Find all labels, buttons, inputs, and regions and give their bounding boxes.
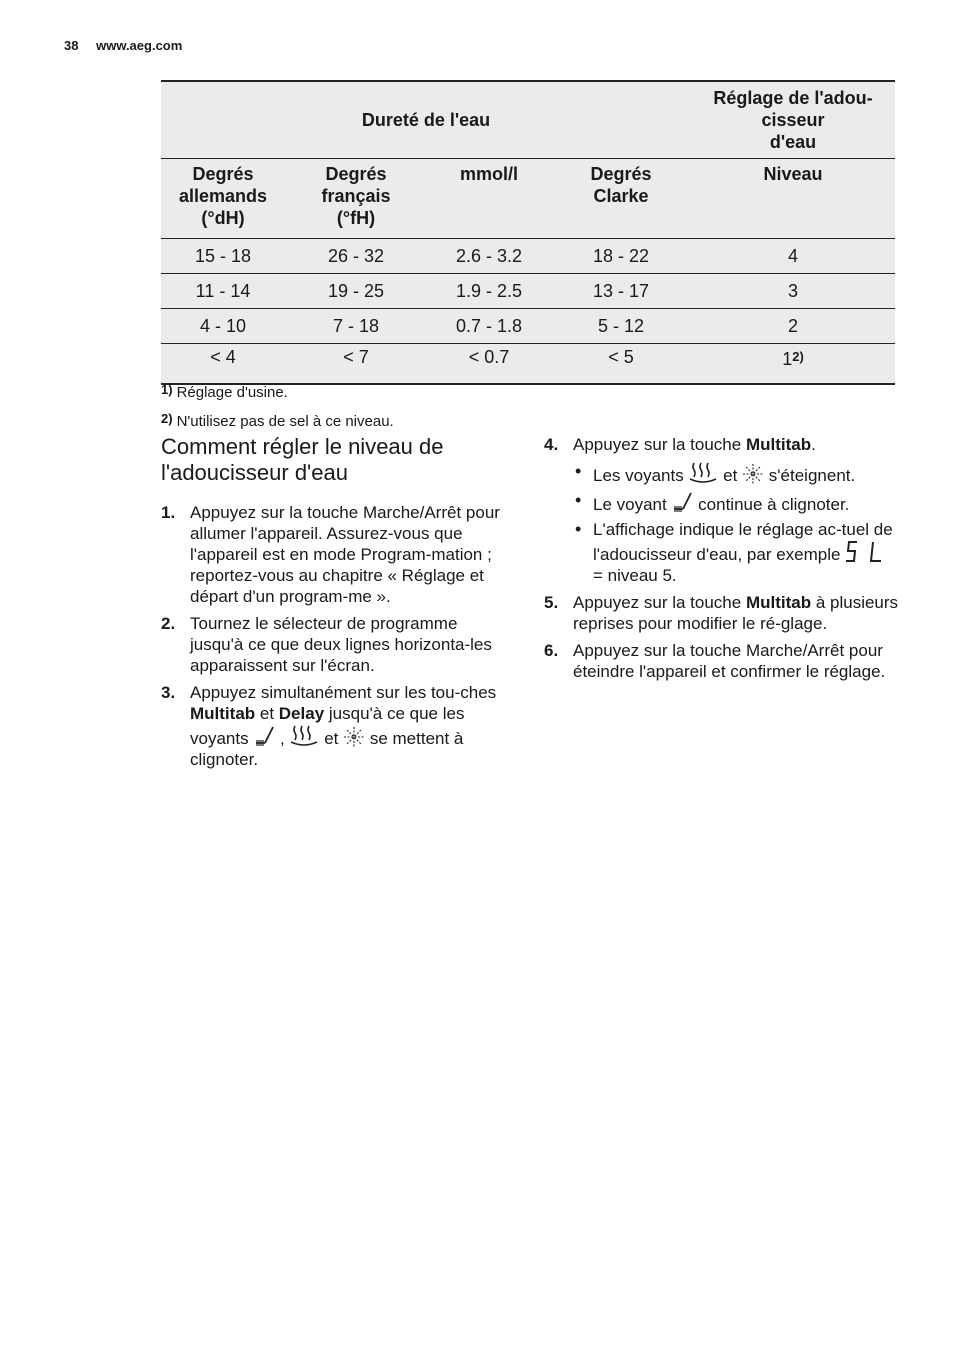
steps-list — [544, 434, 899, 682]
col-level: Niveau — [691, 159, 895, 239]
step-text: Appuyez simultanément sur les tou-ches — [190, 683, 497, 702]
salt-icon — [289, 724, 319, 748]
bullet-item — [573, 519, 899, 586]
header-setting-line: Réglage de l'adou- — [713, 88, 873, 108]
step-text: , — [275, 729, 290, 748]
step-text: à plusieurs reprises pour modifier le ré-glage. — [573, 593, 899, 633]
cell: 26 - 32 — [285, 239, 427, 274]
table-footnotes — [161, 377, 394, 435]
key-delay: Delay — [278, 704, 325, 723]
col-line: (°dH) — [201, 208, 245, 228]
step-3 — [161, 682, 511, 770]
cell: 1.9 - 2.5 — [427, 274, 551, 309]
header-water-hardness: Dureté de l'eau — [161, 81, 691, 159]
step-text: et — [255, 704, 279, 723]
cell: 15 - 18 — [161, 239, 285, 274]
cell: 4 - 10 — [161, 309, 285, 344]
footnote-mark: 2) — [161, 411, 173, 426]
step-text: se mettent à clignoter. — [190, 729, 464, 769]
bullet-text: Les voyants — [593, 466, 689, 485]
left-column — [161, 434, 511, 776]
step-2 — [161, 613, 511, 676]
step-number: 4. — [544, 435, 559, 454]
bullet-text: L'affichage indique le réglage ac-tuel de l'adoucisseur d'eau, par exemple — [593, 520, 893, 564]
bullet-list — [573, 461, 899, 586]
cell: < 4 — [161, 344, 285, 385]
step-1 — [161, 502, 511, 607]
step-text: Appuyez sur la touche — [573, 435, 746, 454]
bullet-text: s'éteignent. — [764, 466, 856, 485]
cell: 18 - 22 — [551, 239, 691, 274]
cell: 5 - 12 — [551, 309, 691, 344]
bullet-text: Le voyant — [593, 495, 672, 514]
footnote — [161, 377, 394, 406]
col-line: Degrés — [590, 164, 652, 184]
step-text: Tournez le sélecteur de programme jusqu'à ce que deux lignes horizonta-les apparaissent sur l'écran. — [190, 614, 492, 675]
bullet-item — [573, 461, 899, 486]
rinse-aid-icon — [671, 490, 693, 514]
cell: 7 - 18 — [285, 309, 427, 344]
cell: 2.6 - 3.2 — [427, 239, 551, 274]
step-text: Appuyez sur la touche Marche/Arrêt pour éteindre l'appareil et confirmer le réglage. — [573, 641, 886, 681]
col-line: Clarke — [593, 186, 649, 206]
cell: < 7 — [285, 344, 427, 385]
key-multitab: Multitab — [190, 704, 256, 723]
col-clarke-degrees — [551, 159, 691, 239]
bullet-item — [573, 490, 899, 515]
cell: < 5 — [551, 344, 691, 385]
key-multitab: Multitab — [745, 435, 812, 454]
key-multitab: Multitab — [745, 593, 812, 612]
col-line: (°fH) — [336, 208, 376, 228]
step-number: 5. — [544, 593, 559, 612]
table-row — [161, 239, 895, 274]
col-line: allemands — [178, 186, 268, 206]
cell: 3 — [691, 274, 895, 309]
steps-list — [161, 502, 511, 770]
cell: 11 - 14 — [161, 274, 285, 309]
footnote-text: N'utilisez pas de sel à ce niveau. — [176, 413, 394, 430]
step-text: . — [811, 435, 816, 454]
header-softener-setting — [691, 81, 895, 159]
step-number: 6. — [544, 641, 559, 660]
bullet-text: continue à clignoter. — [693, 495, 850, 514]
step-number: 3. — [161, 683, 176, 702]
col-line: français — [321, 186, 391, 206]
col-line: Degrés — [192, 164, 254, 184]
display-5L-icon — [845, 540, 885, 564]
cell: 13 - 17 — [551, 274, 691, 309]
level-value: 1 — [782, 349, 793, 369]
step-text: jusqu'à ce que les voyants — [190, 704, 465, 748]
sparkle-icon — [343, 726, 365, 748]
step-text: Appuyez sur la touche Marche/Arrêt pour allumer l'appareil. Assurez-vous que l'appareil est en mode Program-mation ; reportez-vous au chapitre « Réglage et départ d'un program-me ». — [190, 503, 500, 606]
cell: 19 - 25 — [285, 274, 427, 309]
header-setting-line: d'eau — [769, 132, 817, 152]
table-row — [161, 274, 895, 309]
step-number: 2. — [161, 614, 176, 633]
cell — [691, 344, 895, 385]
cell: 0.7 - 1.8 — [427, 309, 551, 344]
section-title: Comment régler le niveau de l'adoucisseur d'eau — [161, 434, 444, 485]
rinse-aid-icon — [253, 724, 275, 748]
col-french-degrees — [285, 159, 427, 239]
col-german-degrees — [161, 159, 285, 239]
step-6 — [544, 640, 899, 682]
table-row — [161, 309, 895, 344]
step-text: Appuyez sur la touche — [573, 593, 746, 612]
page-number: 38 — [64, 38, 79, 53]
cell: 2 — [691, 309, 895, 344]
col-mmol: mmol/l — [427, 159, 551, 239]
sparkle-icon — [742, 463, 764, 485]
cell: < 0.7 — [427, 344, 551, 385]
step-text: et — [319, 729, 344, 748]
footnote-mark: 1) — [161, 382, 173, 397]
salt-icon — [688, 461, 718, 485]
step-number: 1. — [161, 503, 176, 522]
footnote — [161, 406, 394, 435]
site-url: www.aeg.com — [96, 38, 183, 53]
footnote-text: Réglage d'usine. — [176, 384, 288, 401]
cell: 4 — [691, 239, 895, 274]
step-4 — [544, 434, 899, 586]
right-column — [544, 434, 899, 688]
header-setting-line: cisseur — [761, 110, 825, 130]
footnote-ref: 2) — [792, 349, 804, 364]
bullet-text: et — [718, 466, 743, 485]
water-hardness-table — [161, 80, 895, 385]
col-line: Degrés — [325, 164, 387, 184]
step-5 — [544, 592, 899, 634]
bullet-text: = niveau 5. — [593, 566, 677, 585]
page-header — [64, 38, 182, 53]
